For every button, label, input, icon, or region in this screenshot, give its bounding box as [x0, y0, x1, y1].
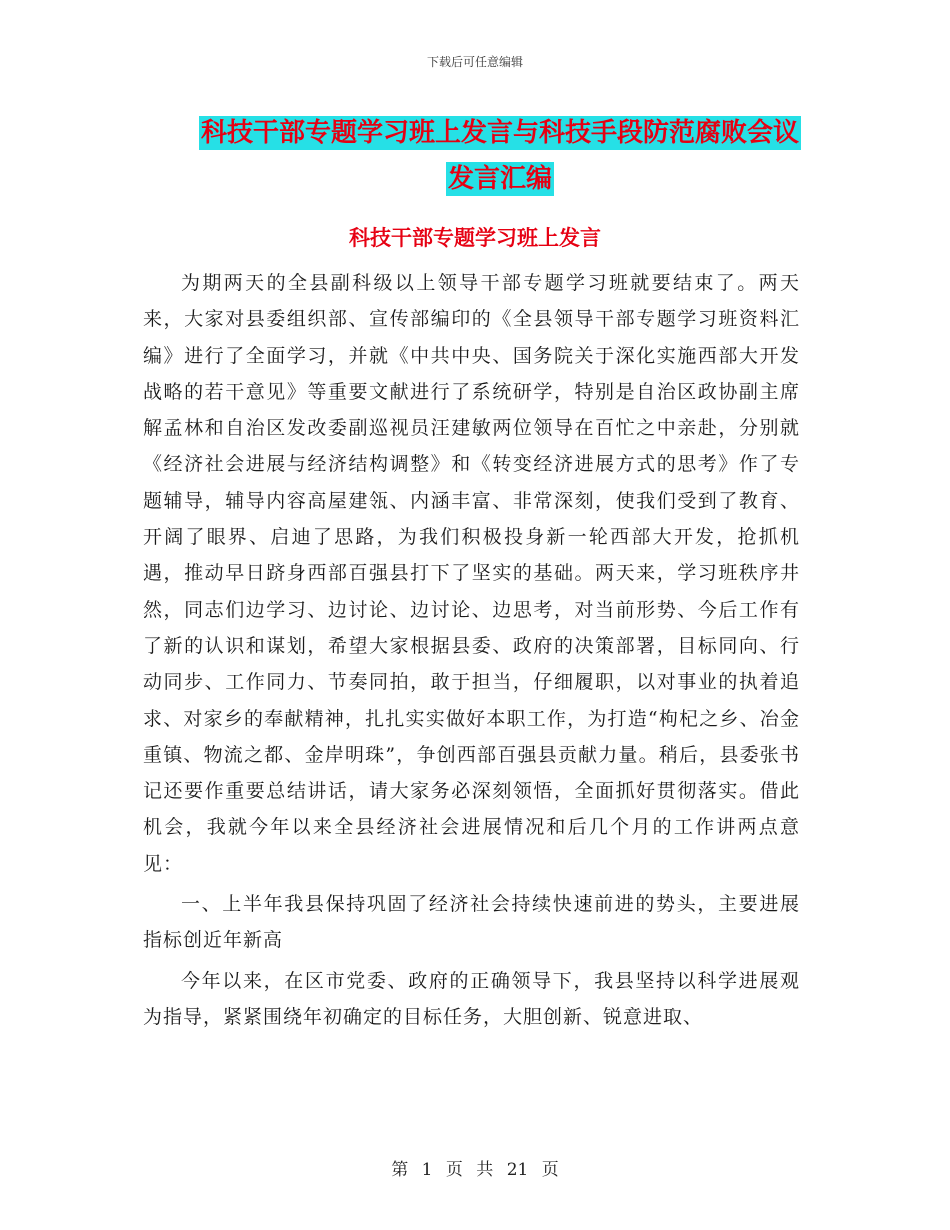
document-title — [150, 110, 850, 202]
paragraph-intro: 为期两天的全县副科级以上领导干部专题学习班就要结束了。两天来，大家对县委组织部、宣传部编印的《全县领导干部专题学习班资料汇编》进行了全面学习，并就《中共中央、国务院关于深化实施西部大开发战略的若干意见》等重要文献进行了系统研学，特别是自治区政协副主席解孟林和自治区发改委副巡视员汪建敏两位领导在百忙之中亲赴，分别就《经济社会进展与经济结构调整》和《转变经济进展方式的思考》作了专题辅导，辅导内容高屋建瓴、内涵丰富、非常深刻，使我们受到了教育、开阔了眼界、启迪了思路，为我们积极投身新一轮西部大开发，抢抓机遇，推动早日跻身西部百强县打下了坚实的基础。两天来，学习班秩序井然，同志们边学习、边讨论、边讨论、边思考，对当前形势、今后工作有了新的认识和谋划，希望大家根据县委、政府的决策部署，目标同向、行动同步、工作同力、节奏同拍，敢于担当，仔细履职，以对事业的执着追求、对家乡的奉献精神，扎扎实实做好本职工作，为打造“枸杞之乡、冶金重镇、物流之都、金岸明珠”，争创西部百强县贡献力量。稍后，县委张书记还要作重要总结讲话，请大家务必深刻领悟，全面抓好贯彻落实。借此机会，我就今年以来全县经济社会进展情况和后几个月的工作讲两点意见： — [143, 272, 800, 875]
paragraph-heading-one: 一、上半年我县保持巩固了经济社会持续快速前进的势头，主要进展指标创近年新高 — [143, 893, 800, 952]
document-body — [143, 265, 800, 1035]
document-title-line2: 发言汇编 — [447, 164, 552, 194]
section-title: 科技干部专题学习班上发言 — [349, 226, 601, 250]
header-note: 下载后可任意编辑 — [426, 55, 523, 69]
paragraph-progress: 今年以来，在区市党委、政府的正确领导下，我县坚持以科学进展观为指导，紧紧围绕年初确定的目标任务，大胆创新、锐意进取、 — [143, 969, 800, 1028]
page-footer: 第 1 页 共 21 页 — [391, 1160, 559, 1180]
document-title-line1: 科技干部专题学习班上发言与科技手段防范腐败会议 — [200, 118, 799, 148]
